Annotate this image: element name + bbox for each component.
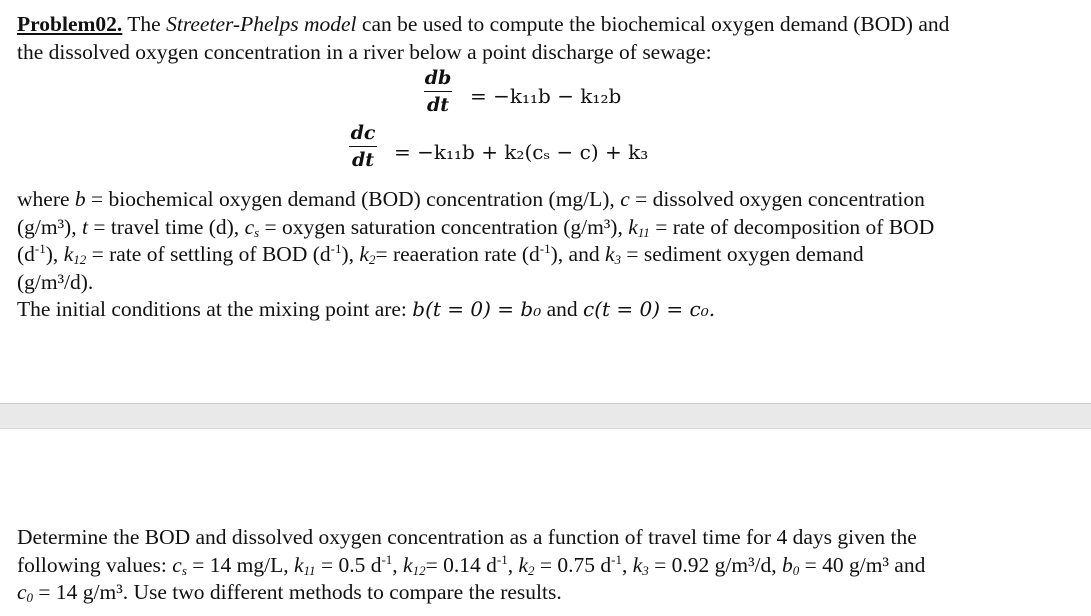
- definitions-line-3: $(d^{-1})$, $k_{12}$ = rate of settling of BOD $(d^{-1})$, $k_2=$ reaeration rate $(d^{-1})$, and $k_3$ = sediment oxygen demand: [17, 241, 864, 267]
- problem-label: Problem02.: [17, 12, 123, 36]
- fraction-bar: [424, 91, 452, 92]
- fraction-bar: [349, 146, 377, 147]
- task-line-2: following values: $c_s = 14$ mg/L, $k_{11} = 0.5$ $d^{-1}$, $k_{12}= 0.14$ $d^{-1}$, $k_2 = 0.75$ $d^{-1}$, $k_3 = 0.92$ g/m³/d, $b_0 = 40$ g/m³ and: [17, 551, 926, 578]
- eq1-rhs: = −k₁₁b − k₁₂b: [470, 84, 622, 108]
- initial-condition-b: b(t = 0) = b₀: [412, 297, 542, 321]
- intro-line-1: [17, 11, 1077, 39]
- eq1-fraction: [424, 66, 452, 117]
- eq2-denominator: dt: [351, 149, 375, 172]
- task-line-3: $c_0 = 14$ g/m³. Use two different methods to compare the results.: [17, 580, 562, 605]
- initial-conditions-line: The initial conditions at the mixing point are: b(t = 0) = b₀ and c(t = 0) = c₀.: [17, 297, 716, 321]
- task-paragraph: [17, 524, 1077, 607]
- definitions-line-1: where b = biochemical oxygen demand (BOD) concentration (mg/L), c = dissolved oxygen concentration: [17, 187, 925, 211]
- eq2-fraction: [349, 121, 377, 172]
- initial-condition-c: c(t = 0) = c₀.: [583, 297, 716, 321]
- eq2-numerator: dc: [350, 122, 376, 144]
- definitions-line-2: (g/m³), t = travel time (d), $c_s$ = oxygen saturation concentration (g/m³), $k_{11}$ = rate of decomposition of BOD: [17, 214, 935, 240]
- model-name: Streeter-Phelps model: [166, 12, 357, 36]
- eq2-rhs: = −k₁₁b + k₂(cₛ − c) + k₃: [394, 140, 649, 164]
- intro-text: The: [122, 12, 167, 36]
- definitions-paragraph: [17, 186, 1077, 324]
- definitions-line-4: (g/m³/d).: [17, 269, 94, 294]
- intro-paragraph: [17, 11, 1077, 66]
- section-divider: [0, 403, 1091, 429]
- eq1-numerator: db: [424, 67, 452, 89]
- eq1-denominator: dt: [426, 94, 450, 117]
- intro-line-2: the dissolved oxygen concentration in a river below a point discharge of sewage:: [17, 39, 712, 64]
- task-line-1: Determine the BOD and dissolved oxygen concentration as a function of travel time for 4 days given the: [17, 525, 917, 549]
- intro-text: can be used to compute the biochemical oxygen demand (BOD) and: [356, 12, 950, 36]
